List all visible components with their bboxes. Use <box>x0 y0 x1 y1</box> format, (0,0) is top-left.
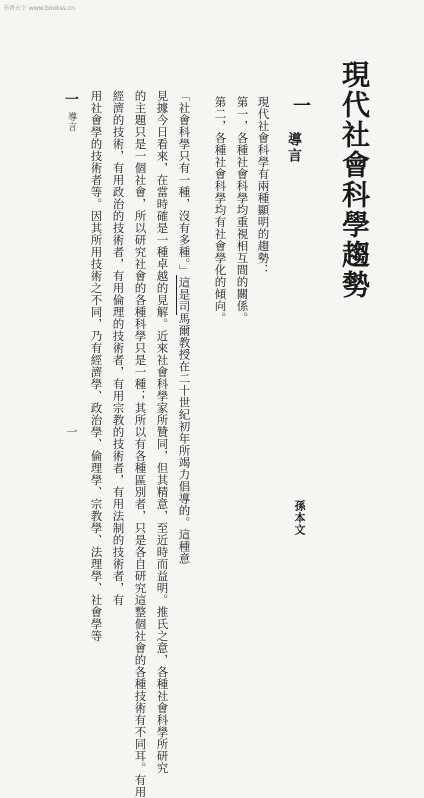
body-line: 的主題只是一個社會，所以研究社會的各種科學只是一種；其所以有各種區別者，只是各自研究這整個社會的各種技術有不同耳。有用 <box>133 90 148 798</box>
margin-chapter-number: 一 <box>63 92 79 106</box>
page-title: 現代社會科學趨勢 <box>338 60 371 300</box>
watermark-text: 书香天下 www.bookss.cn <box>3 5 75 12</box>
margin-chapter-label: 導言 <box>66 112 76 132</box>
body-line: 現代社會科學有兩種顯明的趨勢： <box>256 96 271 276</box>
proper-name-underline <box>176 275 177 315</box>
body-line: 第一，各種社會科學均重視相互間的關係。 <box>235 96 250 324</box>
author-name: 孫本文 <box>293 500 306 536</box>
body-line: 經濟的技術，有用政治的技術者，有用倫理的技術者，有用宗教的技術者，有用法制的技術者，有 <box>111 90 126 606</box>
body-line: 「社會科學只有一種，沒有多種。」這是司馬爾教授在二十世紀初年所竭力倡導的。這種意 <box>177 90 192 565</box>
body-line: 見據今日看來，在當時確是一種卓越的見解。近來社會科學家所贊同，但其精意，至近時而益明。推氏之意，各種社會科學所研究 <box>155 90 170 774</box>
chapter-title: 導言 <box>286 132 302 164</box>
body-line: 第二，各種社會科學均有社會學化的傾向。 <box>213 96 228 324</box>
body-line: 用社會學的技術者等。因其所用技術之不同，乃有經濟學、政治學、倫理學、宗教學、法理學、社會學等 <box>89 90 104 642</box>
chapter-number: 一 <box>290 96 311 114</box>
margin-page-mark: 一 <box>65 426 78 437</box>
